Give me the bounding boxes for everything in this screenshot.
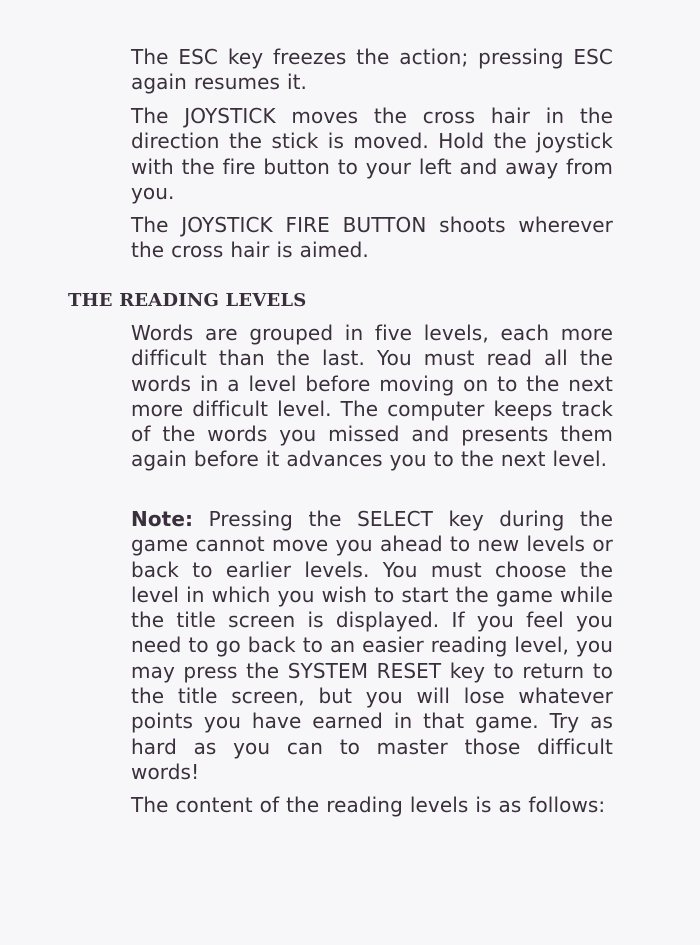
esc-key-paragraph: The ESC key freezes the action; pressing ESC again resumes it. — [131, 45, 613, 95]
content-intro-paragraph: The content of the reading levels is as follows: — [131, 793, 606, 817]
fire-button-paragraph: The JOYSTICK FIRE BUTTON shoots wherever the cross hair is aimed. — [131, 213, 613, 263]
note-text: Pressing the SELECT key during the game cannot move you ahead to new levels or back to earlier levels. You must choose the level in which you wish to start the game while the title screen is displayed. If you feel you need to go back to an easier reading level, you may press the SYSTEM RESET key to return to the title screen, but you will lose whatever points you have earned in that game. Try as hard as you can to master those difficult words! — [131, 507, 613, 784]
reading-levels-intro-paragraph: Words are grouped in five levels, each more difficult than the last. You must read all the words in a level before moving on to the next more difficult level. The computer keeps track of the words you missed and presents them again before it advances you to the next level. — [131, 321, 613, 472]
joystick-paragraph: The JOYSTICK moves the cross hair in the direction the stick is moved. Hold the joystick with the fire button to your left and away from you. — [131, 104, 613, 204]
reading-levels-heading: THE READING LEVELS — [68, 290, 307, 311]
note-label: Note: — [131, 507, 194, 531]
note-paragraph — [131, 507, 613, 785]
